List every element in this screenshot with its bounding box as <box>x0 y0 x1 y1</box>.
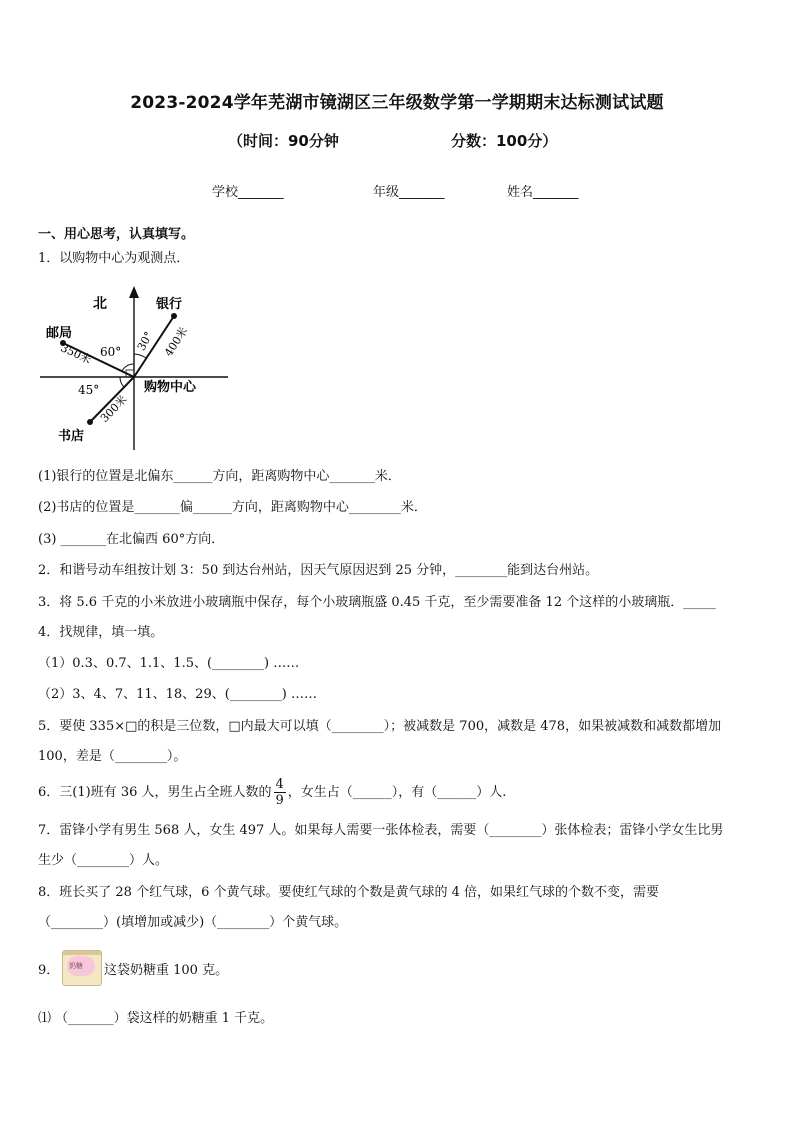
name-field: 姓名_______ <box>507 185 579 200</box>
q8-line1: 8．班长买了 28 个红气球，6 个黄气球。要使红气球的个数是黄气球的 4 倍，如果红气球的个数不变，需要 <box>38 885 660 900</box>
north-arrow-icon <box>129 286 139 298</box>
q6 <box>38 775 506 811</box>
exam-time: （时间：90分钟 <box>228 132 339 150</box>
post-label: 邮局 <box>46 326 73 341</box>
fraction <box>274 777 286 808</box>
bookstore-label: 书店 <box>58 429 85 444</box>
dist-post-label: 350米 <box>58 341 94 367</box>
q7-line1: 7．雷锋小学有男生 568 人，女生 497 人。如果每人需要一张体检表，需要（________）张体检表；雷锋小学女生比男 <box>38 823 724 838</box>
q1-stem: 1．以购物中心为观测点． <box>38 251 190 266</box>
candy-bag-image <box>62 950 102 986</box>
angle-post-label: 60° <box>100 345 122 359</box>
bank-label: 银行 <box>156 297 183 312</box>
dist-bank-label: 400米 <box>161 324 191 359</box>
angle-arc-bank <box>134 354 146 358</box>
q8-line2: （________）(填增加或减少)（________）个黄气球。 <box>38 915 348 930</box>
page-title: 2023-2024学年芜湖市镜湖区三年级数学第一学期期末达标测试试题 <box>130 93 664 113</box>
q6-pre: 6．三(1)班有 36 人，男生占全班人数的 <box>38 785 272 800</box>
q5-line2: 100，差是（________）。 <box>38 749 187 764</box>
q9-sub1: ⑴ （_______）袋这样的奶糖重 1 千克。 <box>38 1011 274 1026</box>
q4-stem: 4．找规律，填一填。 <box>38 625 164 640</box>
candy-bag-label: 奶糖 <box>69 962 83 970</box>
section-heading: 一、用心思考，认真填写。 <box>38 227 195 242</box>
center-label: 购物中心 <box>144 380 197 395</box>
q4-sub2: （2）3、4、7、11、18、29、(________) …… <box>38 687 317 702</box>
q1-sub2: (2)书店的位置是_______偏______方向，距离购物中心________米． <box>38 500 427 515</box>
exam-score: 分数：100分） <box>451 132 558 150</box>
dist-book-label: 300米 <box>97 392 130 425</box>
fraction-numerator: 4 <box>275 777 284 792</box>
school-field: 学校_______ <box>212 185 284 200</box>
q3: 3．将 5.6 千克的小米放进小玻璃瓶中保存，每个小玻璃瓶盛 0.45 千克，至少需要准备 12 个这样的小玻璃瓶．_____ <box>38 595 716 610</box>
angle-book-label: 45° <box>78 383 100 397</box>
bookstore-point <box>87 419 93 425</box>
grade-field: 年级_______ <box>373 185 445 200</box>
angle-arc-book <box>120 377 124 387</box>
fraction-denominator: 9 <box>275 793 284 808</box>
angle-bank-label: 30° <box>134 329 156 353</box>
north-label: 北 <box>93 296 107 312</box>
q7-line2: 生少（________）人。 <box>38 853 169 868</box>
q1-sub1: (1)银行的位置是北偏东______方向，距离购物中心_______米． <box>38 469 401 484</box>
q5-line1: 5．要使 335×□的积是三位数，□内最大可以填（________）；被减数是 700，减数是 478，如果被减数和减数都增加 <box>38 719 722 734</box>
q9-number: 9． <box>38 963 60 978</box>
direction-diagram <box>38 282 238 452</box>
q2: 2．和谐号动车组按计划 3：50 到达台州站，因天气原因迟到 25 分钟，________能到达台州站。 <box>38 563 599 578</box>
q1-sub3: (3) _______在北偏西 60°方向． <box>38 532 225 547</box>
q6-post: ，女生占（______），有（______）人. <box>287 785 507 800</box>
q4-sub1: （1）0.3、0.7、1.1、1.5、(________) …… <box>38 656 300 671</box>
q9-text: 这袋奶糖重 100 克。 <box>104 963 229 978</box>
bank-point <box>171 313 177 319</box>
